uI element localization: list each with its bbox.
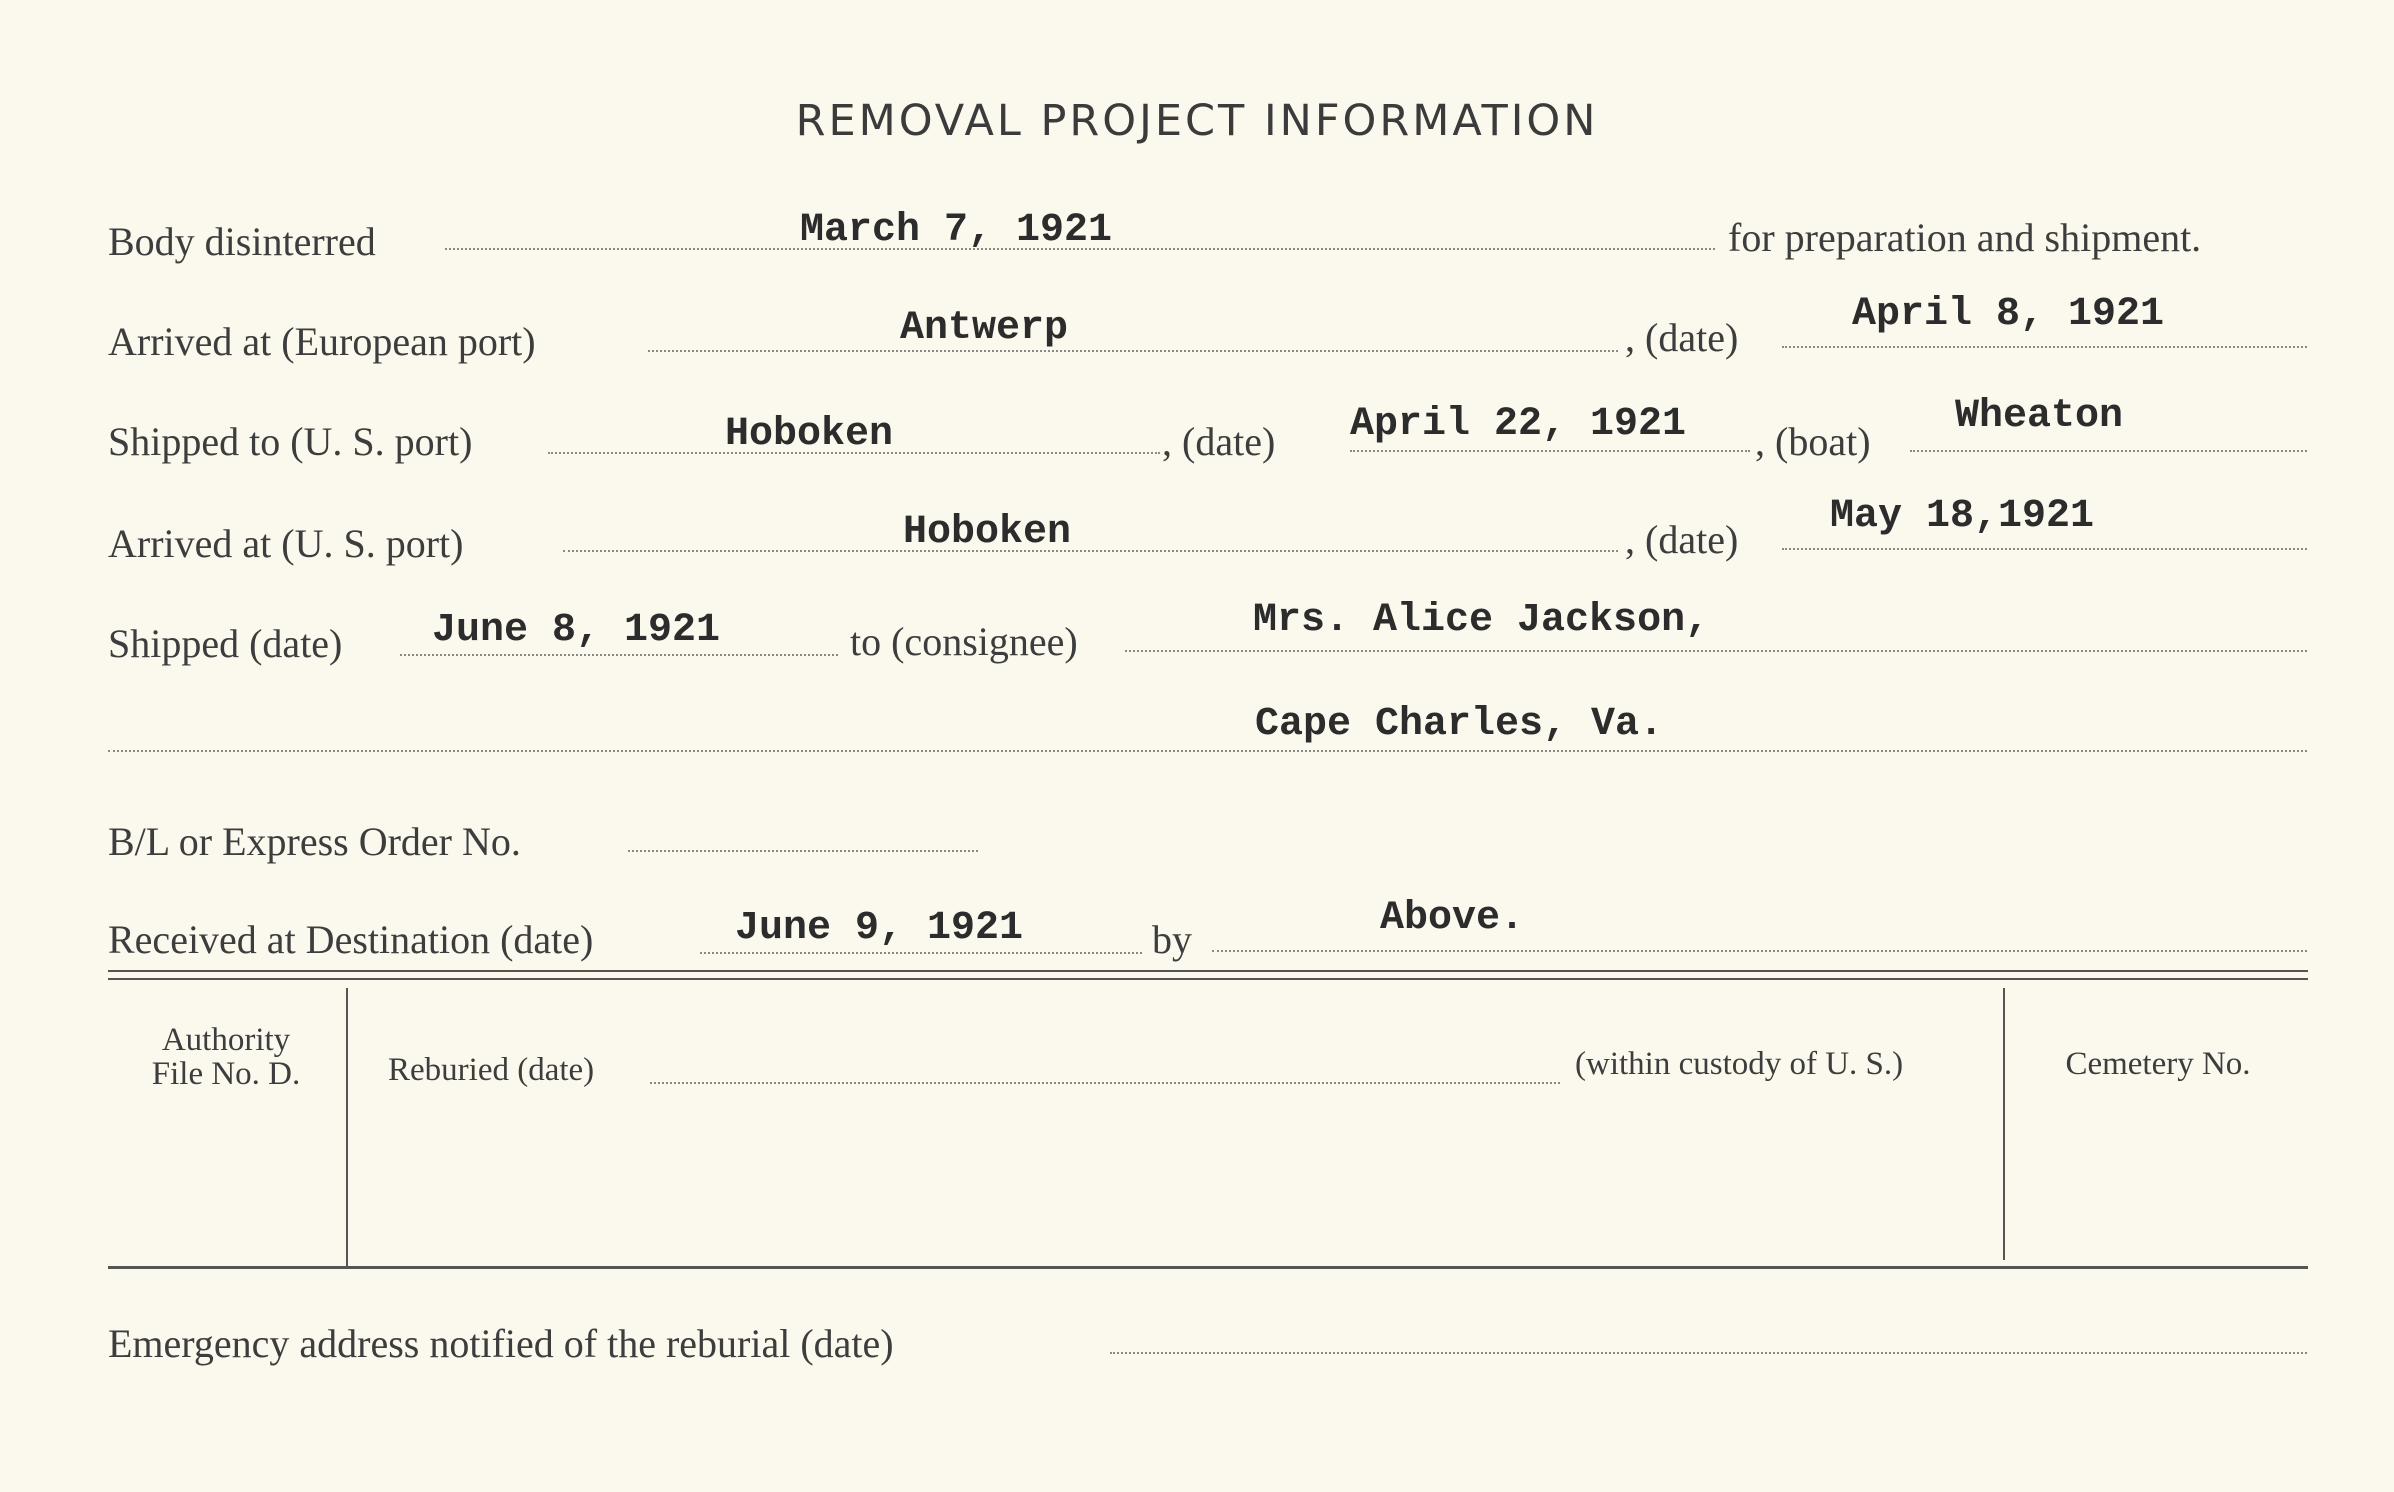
- consignee-address-line: [108, 750, 2307, 752]
- arrived-europe-port: Antwerp: [900, 306, 1069, 351]
- consignee-address: Cape Charles, Va.: [1255, 702, 1664, 747]
- shipped-us-label: Shipped to (U. S. port): [108, 419, 473, 464]
- file-no-label: File No. D.: [151, 1056, 301, 1092]
- cemetery-no-label: Cemetery No.: [2065, 1046, 2251, 1082]
- shipped-date-label: Shipped (date): [108, 621, 343, 666]
- arrived-europe-date: April 8, 1921: [1852, 292, 2165, 337]
- arrived-europe-port-line: [648, 350, 1618, 352]
- table-bottom-rule: [108, 1266, 2308, 1269]
- arrived-us-date: May 18,1921: [1830, 494, 2095, 539]
- received-by-line: [1212, 950, 2307, 952]
- received-by: Above.: [1380, 896, 1525, 941]
- arrived-us-port-line: [563, 550, 1618, 552]
- authority-label: Authority: [161, 1022, 291, 1058]
- disinterred-value: March 7, 1921: [800, 208, 1113, 253]
- table-divider-left: [346, 988, 348, 1268]
- received-by-label: by: [1152, 917, 1192, 962]
- table-top-rule-1: [108, 970, 2308, 972]
- custody-note: (within custody of U. S.): [1575, 1046, 1904, 1082]
- reburied-label: Reburied (date): [388, 1052, 595, 1088]
- received-label: Received at Destination (date): [108, 917, 594, 962]
- bl-line: [628, 850, 978, 852]
- received-date: June 9, 1921: [735, 906, 1024, 951]
- card-title: REMOVAL PROJECT INFORMATION: [795, 96, 1599, 146]
- arrived-europe-date-label: , (date): [1625, 315, 1739, 360]
- arrived-europe-label: Arrived at (European port): [108, 319, 536, 364]
- received-date-line: [700, 952, 1142, 954]
- shipped-us-date-line: [1350, 450, 1750, 452]
- consignee-line: [1125, 650, 2307, 652]
- table-divider-right: [2003, 988, 2005, 1260]
- arrived-us-date-label: , (date): [1625, 517, 1739, 562]
- consignee-name: Mrs. Alice Jackson,: [1253, 598, 1710, 643]
- shipped-us-boat-line: [1910, 450, 2307, 452]
- reburied-line: [650, 1082, 1560, 1084]
- emergency-label: Emergency address notified of the reburial (date): [108, 1321, 894, 1366]
- arrived-us-label: Arrived at (U. S. port): [108, 521, 464, 566]
- shipped-us-date: April 22, 1921: [1350, 402, 1687, 447]
- arrived-europe-date-line: [1782, 346, 2307, 348]
- shipped-us-port: Hoboken: [725, 412, 894, 457]
- disinterred-label: Body disinterred: [108, 219, 376, 264]
- consignee-label: to (consignee): [850, 619, 1078, 664]
- disinterred-suffix: for preparation and shipment.: [1728, 215, 2202, 260]
- bl-label: B/L or Express Order No.: [108, 819, 521, 864]
- arrived-us-port: Hoboken: [903, 510, 1072, 555]
- shipped-us-date-label: , (date): [1162, 419, 1276, 464]
- emergency-line: [1110, 1352, 2307, 1354]
- shipped-us-boat-label: , (boat): [1755, 419, 1871, 464]
- shipped-us-boat: Wheaton: [1955, 394, 2124, 439]
- shipped-date: June 8, 1921: [432, 608, 721, 653]
- arrived-us-date-line: [1782, 548, 2307, 550]
- shipped-date-line: [400, 654, 838, 656]
- table-top-rule-2: [108, 978, 2308, 980]
